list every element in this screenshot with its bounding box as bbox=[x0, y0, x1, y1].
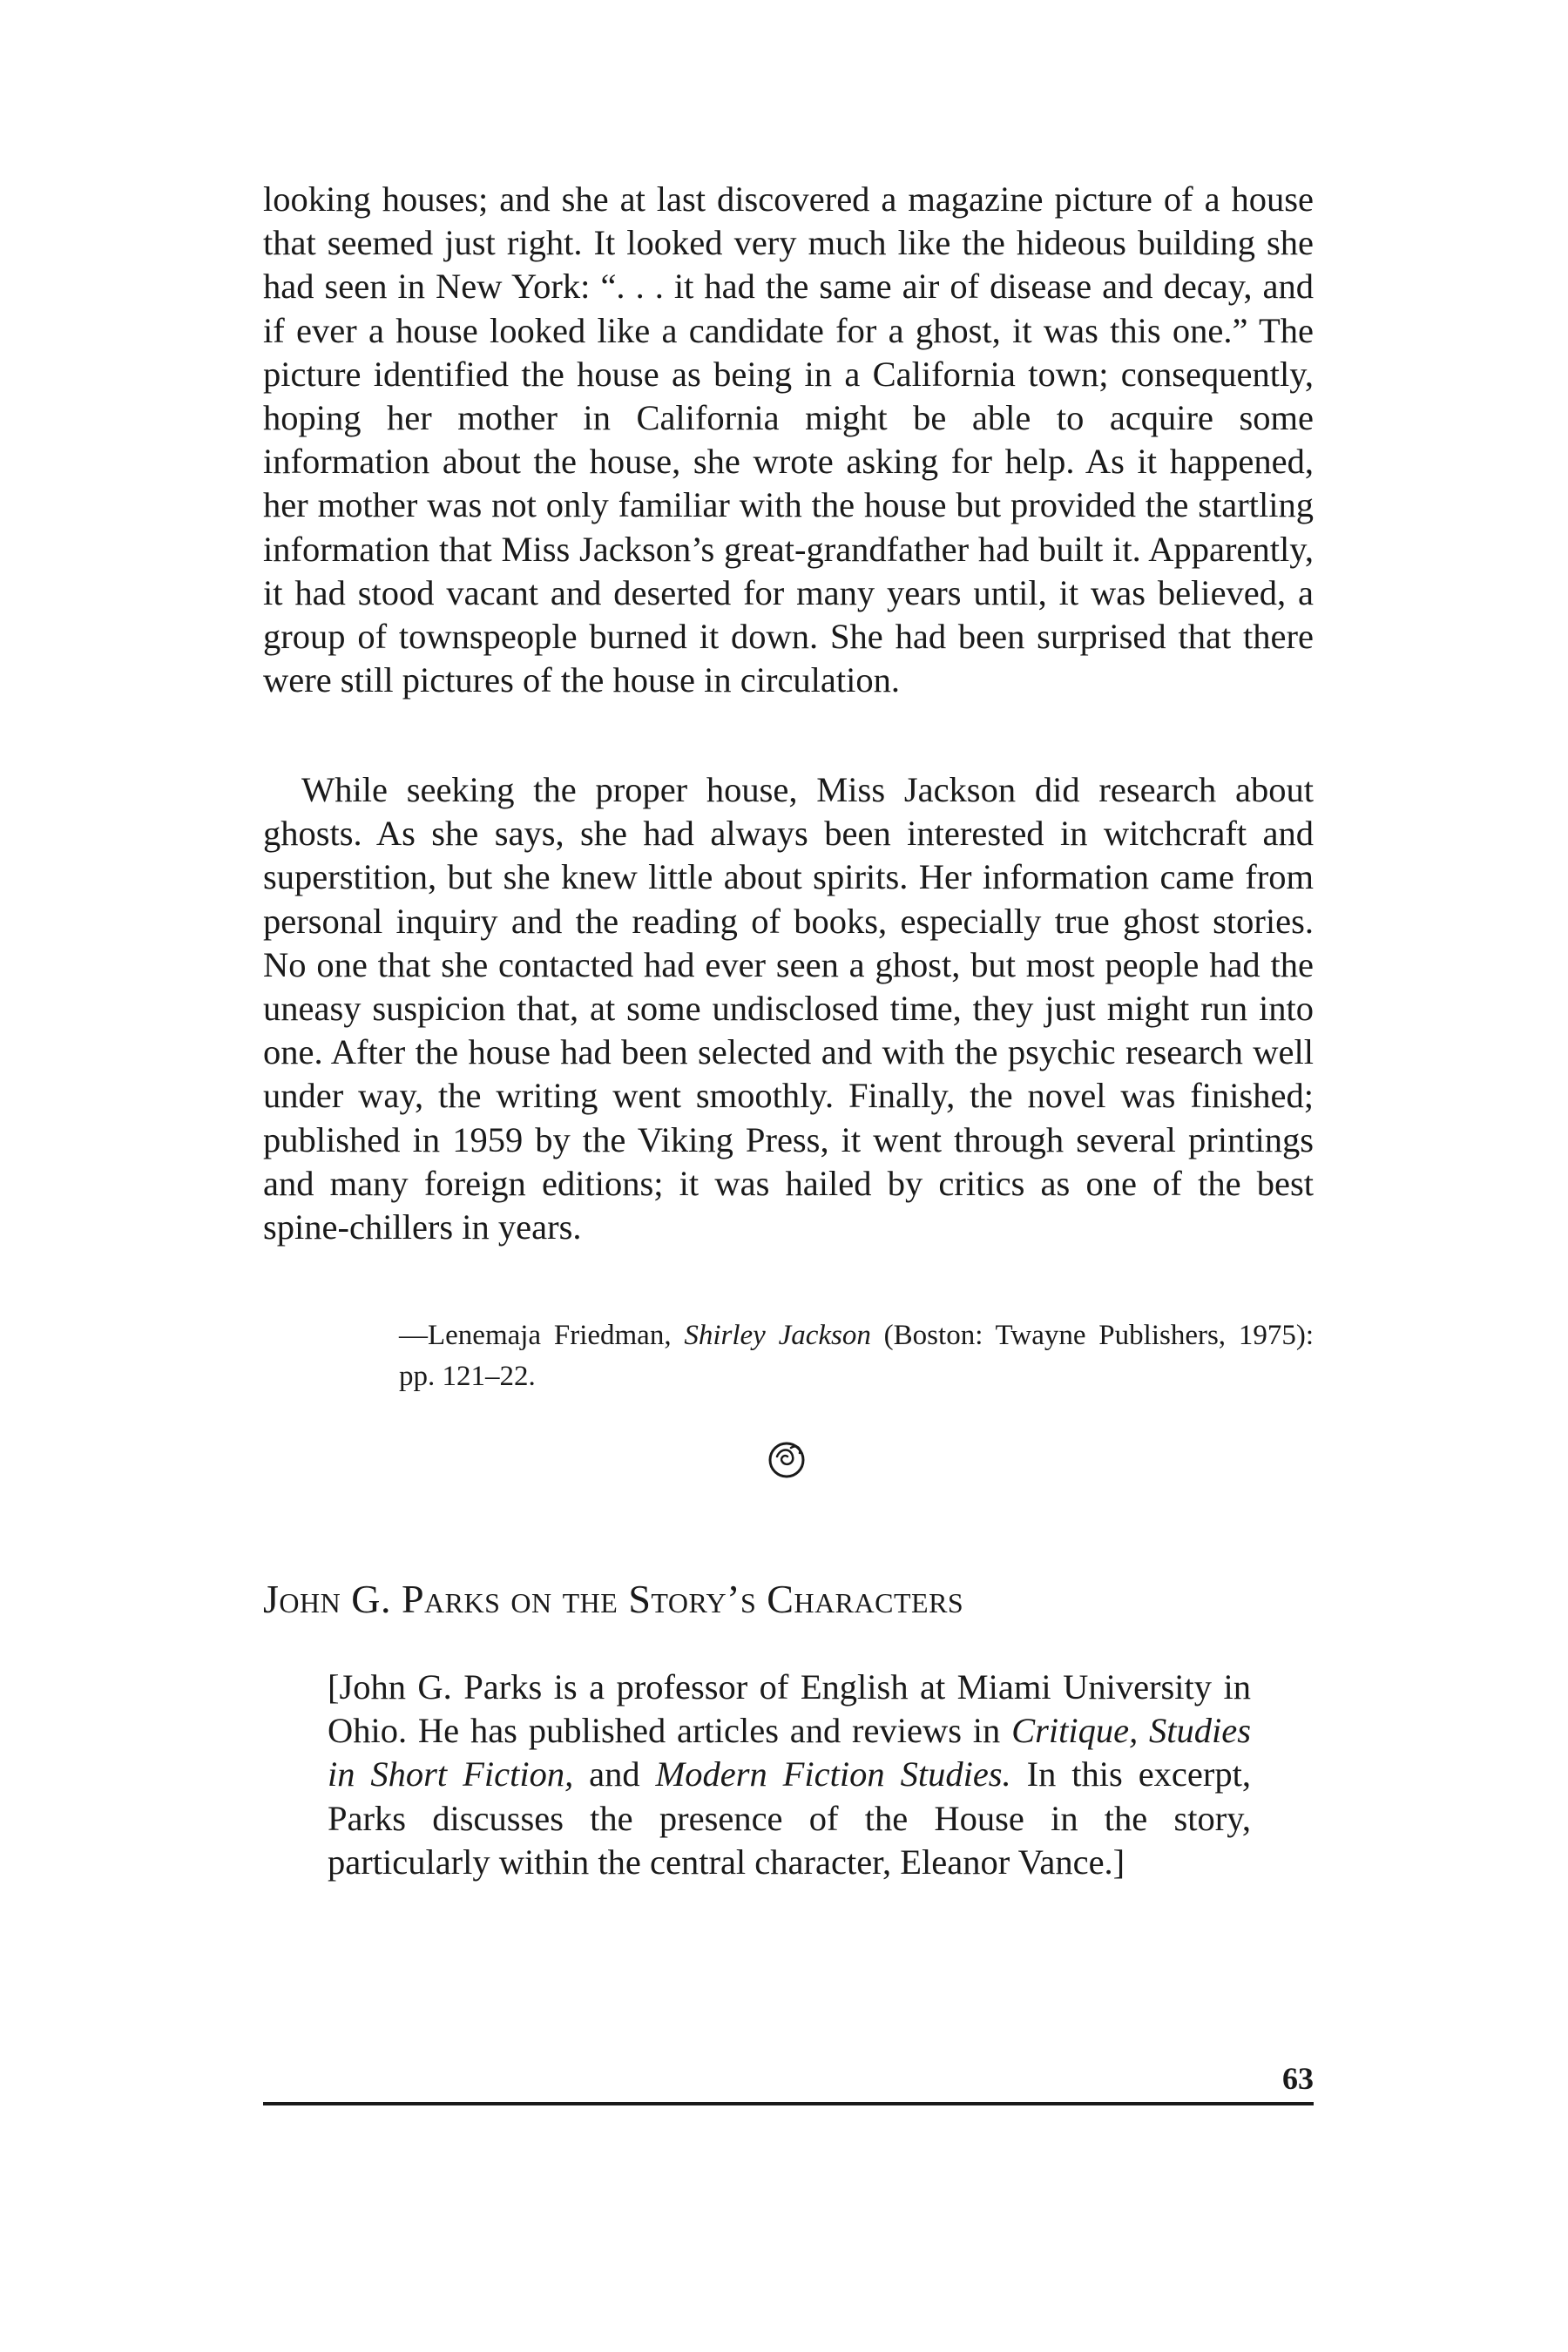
intro-italic-1: Critique, Studies in Short Fiction, bbox=[328, 1711, 1251, 1794]
body-paragraph-2: While seeking the proper house, Miss Jackson did research about ghosts. As she says, she had always been interested in witchcraft and superstition, but she knew little about spirits. Her information came from personal inquiry and the reading of books, especially true ghost stories. No one that she contacted had ever seen a ghost, but most people had the uneasy suspicion that, at some undisclosed time, they just might run into one. After the house had been selected and with the psychic research well under way, the writing went smoothly. Finally, the novel was finished; published in 1959 by the Viking Press, it went through several printings and many foreign editions; it was hailed by critics as one of the best spine-chillers in years. bbox=[263, 770, 1314, 1247]
intro-text-3: In this excerpt, Parks discusses the presence of the House in the story, particularly within the central character, Eleanor Vance.] bbox=[328, 1754, 1251, 1882]
footer-rule bbox=[263, 2102, 1314, 2105]
intro-text-2: and bbox=[573, 1754, 656, 1794]
citation-suffix: (Boston: Twayne Publishers, 1975): pp. 121–22. bbox=[399, 1320, 1314, 1392]
page-number: 63 bbox=[1282, 2061, 1314, 2096]
intro-italic-2: Modern Fiction Studies. bbox=[655, 1754, 1011, 1794]
body-paragraph-1: looking houses; and she at last discovered a magazine picture of a house that seemed just right. It looked very much like the hideous building she had seen in New York: “. . . it had the same air of disease and decay, and if ever a house looked like a candidate for a ghost, it was this one.” The picture identified the house as being in a California town; consequently, hoping her mother in California might be able to acquire some information about the house, she wrote asking for help. As it happened, her mother was not only familiar with the house but provided the startling information that Miss Jackson’s great-grandfather had built it. Apparently, it had stood vacant and deserted for many years until, it was believed, a group of townspeople burned it down. She had been surprised that there were still pictures of the house in circulation. bbox=[263, 179, 1314, 700]
fleuron-icon bbox=[765, 1437, 808, 1481]
citation-prefix: —Lenemaja Friedman, bbox=[399, 1320, 685, 1351]
intro-text-1: [John G. Parks is a professor of English at Miami University in Ohio. He has published articles and reviews in bbox=[328, 1667, 1251, 1751]
citation bbox=[399, 1315, 1314, 1397]
book-page bbox=[263, 0, 1314, 2352]
section-heading: John G. Parks on the Story’s Characters bbox=[263, 1577, 964, 1621]
section-intro bbox=[328, 1666, 1251, 1884]
citation-title: Shirley Jackson bbox=[684, 1320, 871, 1351]
